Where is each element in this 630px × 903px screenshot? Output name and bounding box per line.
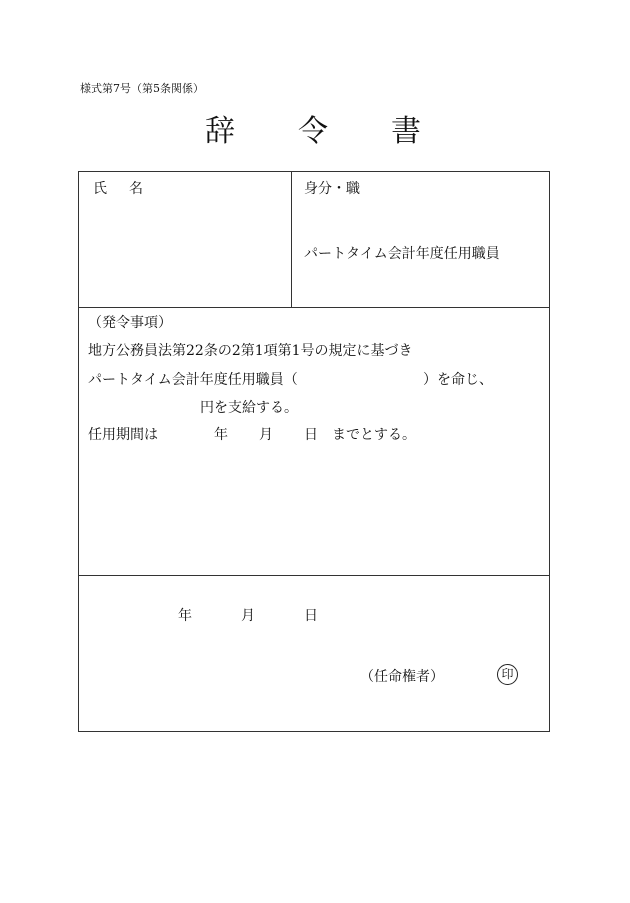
term-month: 月 — [259, 427, 273, 443]
issue-day: 日 — [304, 608, 318, 624]
form-number: 様式第7号（第5条関係） — [80, 82, 204, 95]
title-char-2: 令 — [298, 114, 328, 149]
column-divider — [291, 172, 292, 307]
row-divider-1 — [79, 307, 549, 308]
seal-icon: 印 — [497, 664, 518, 685]
status-value: パートタイム会計年度任用職員 — [304, 246, 500, 262]
position-line-end: ）を命じ、 — [423, 372, 493, 388]
name-label-char-1: 氏 — [93, 181, 107, 197]
salary-line: 円を支給する。 — [200, 400, 298, 416]
term-day: 日 — [304, 427, 318, 443]
name-label — [93, 178, 143, 198]
term-year: 年 — [214, 427, 228, 443]
issue-month: 月 — [241, 608, 255, 624]
title-char-3: 書 — [391, 114, 421, 149]
issue-year: 年 — [178, 608, 192, 624]
title-char-1: 辞 — [205, 114, 235, 149]
position-line-start: パートタイム会計年度任用職員（ — [88, 372, 298, 388]
appointing-authority-label: （任命権者） — [360, 669, 444, 685]
name-label-char-2: 名 — [129, 181, 143, 197]
appointment-heading: （発令事項） — [88, 315, 172, 331]
legal-basis-line: 地方公務員法第22条の2第1項第1号の規定に基づき — [88, 343, 413, 359]
status-label: 身分・職 — [304, 181, 360, 197]
row-divider-2 — [79, 575, 549, 576]
term-line-end: までとする。 — [332, 427, 416, 443]
term-line-start: 任用期間は — [88, 427, 158, 443]
